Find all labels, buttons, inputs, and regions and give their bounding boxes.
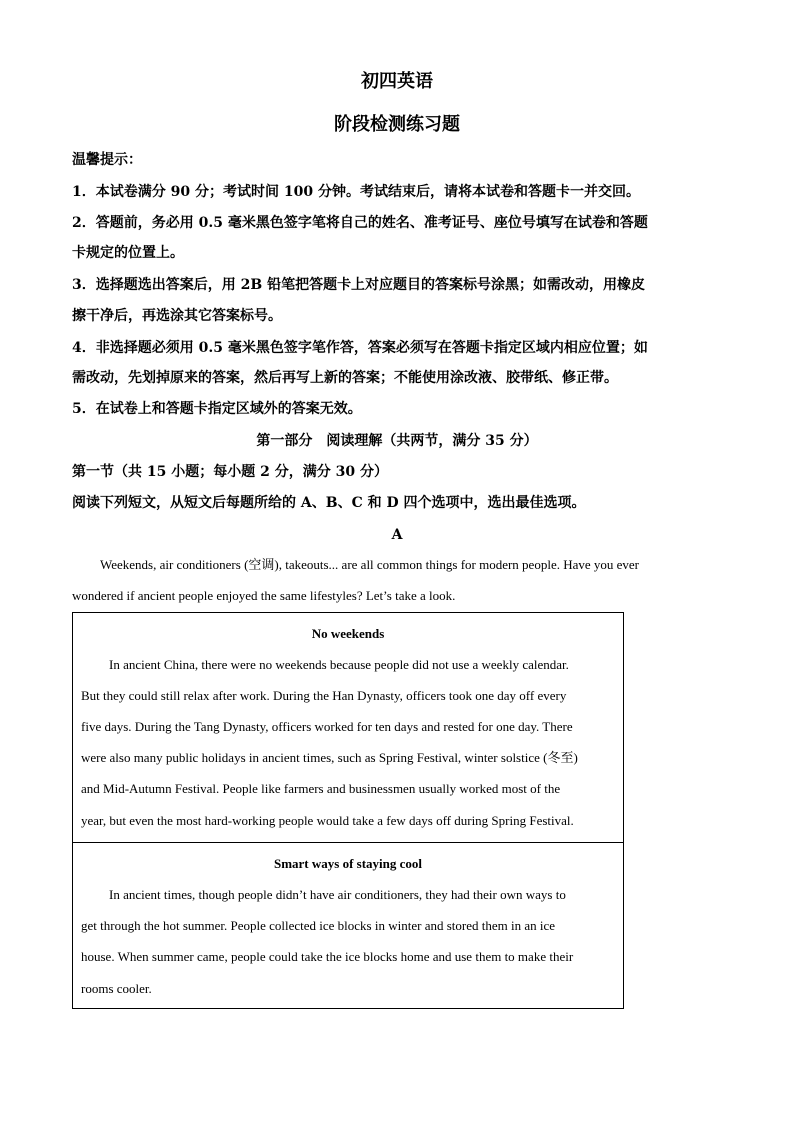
notice-line-6: 4．非选择题必须用 0.5 毫米黑色签字笔作答，答案必须写在答题卡指定区域内相应位置；如	[72, 340, 648, 356]
notice-line-7: 需改动，先划掉原来的答案，然后再写上新的答案；不能使用涂改液、胶带纸、修正带。	[72, 370, 618, 386]
passage-letter: A	[391, 527, 403, 543]
box-line: house. When summer came, people could take the ice blocks home and use them to make their	[81, 949, 574, 964]
box-line: five days. During the Tang Dynasty, officers worked for ten days and rested for one day. There	[81, 719, 573, 734]
box-line: rooms cooler.	[81, 981, 152, 996]
notice-line-5: 擦干净后，再选涂其它答案标号。	[72, 308, 282, 324]
box-line: were also many public holidays in ancient times, such as Spring Festival, winter solstice (冬至)	[81, 750, 578, 765]
box-title: No weekends	[311, 626, 385, 641]
box-line: and Mid-Autumn Festival. People like farmers and businessmen usually worked most of the	[81, 781, 561, 796]
section-heading: 第一节（共 15 小题；每小题 2 分，满分 30 分）	[72, 464, 388, 480]
passage-box-no-weekends	[72, 612, 624, 843]
notice-heading: 温馨提示：	[72, 152, 142, 168]
notice-line-1: 1．本试卷满分 90 分；考试时间 100 分钟。考试结束后，请将本试卷和答题卡一并交回。	[72, 184, 640, 200]
box-line: But they could still relax after work. During the Han Dynasty, officers took one day off every	[81, 688, 567, 703]
page-subtitle: 阶段检测练习题	[334, 114, 460, 135]
box-line: In ancient times, though people didn’t have air conditioners, they had their own ways to	[109, 887, 566, 902]
part-heading: 第一部分 阅读理解（共两节，满分 35 分）	[256, 433, 538, 449]
section-instruction: 阅读下列短文，从短文后每题所给的 A、B、C 和 D 四个选项中，选出最佳选项。	[72, 495, 586, 511]
passage-box-staying-cool	[72, 842, 624, 1009]
notice-line-3: 卡规定的位置上。	[72, 245, 184, 261]
page-title: 初四英语	[361, 71, 433, 92]
notice-line-2: 2．答题前，务必用 0.5 毫米黑色签字笔将自己的姓名、准考证号、座位号填写在试卷和答题	[72, 215, 648, 231]
box-line: get through the hot summer. People collected ice blocks in winter and stored them in an ice	[81, 918, 556, 933]
box-line: year, but even the most hard-working people would take a few days off during Spring Festival.	[81, 813, 574, 828]
passage-intro-line-2: wondered if ancient people enjoyed the same lifestyles? Let’s take a look.	[72, 588, 456, 603]
passage-intro-line-1: Weekends, air conditioners (空调), takeouts... are all common things for modern people. Have you ever	[100, 557, 640, 572]
box-title: Smart ways of staying cool	[273, 856, 423, 871]
notice-line-8: 5．在试卷上和答题卡指定区域外的答案无效。	[72, 401, 362, 417]
notice-line-4: 3．选择题选出答案后，用 2B 铅笔把答题卡上对应题目的答案标号涂黑；如需改动，用橡皮	[72, 277, 646, 293]
box-line: In ancient China, there were no weekends because people did not use a weekly calendar.	[109, 657, 569, 672]
